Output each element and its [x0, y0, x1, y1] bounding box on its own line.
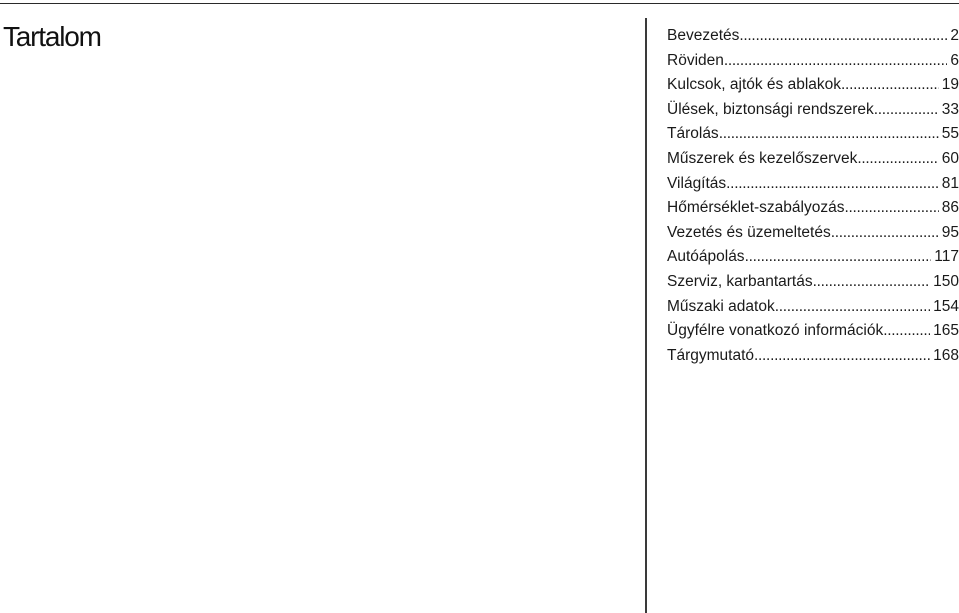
toc-entry-targymutato[interactable]: [667, 344, 959, 369]
toc-entry-page: 33: [941, 100, 959, 118]
toc-entry-page: 6: [950, 51, 959, 69]
toc-entry-title: Műszerek és kezelőszervek: [667, 149, 858, 167]
toc-entry-title: Ülések, biztonsági rendszerek: [667, 100, 874, 118]
toc-entry-title: Műszaki adatok: [667, 297, 775, 315]
toc-entry-szerviz-karbantartas[interactable]: [667, 270, 959, 295]
table-of-contents: [667, 24, 959, 368]
toc-entry-title: Tárolás: [667, 125, 719, 143]
toc-entry-page: 117: [934, 248, 959, 266]
dot-leader: [874, 98, 939, 123]
toc-entry-ulesek-biztonsagi-rendszerek[interactable]: [667, 98, 959, 123]
toc-entry-title: Szerviz, karbantartás: [667, 272, 813, 290]
toc-entry-vezetes-uzemeltetes[interactable]: [667, 221, 959, 246]
dot-leader: [844, 196, 938, 221]
toc-entry-page: 81: [941, 174, 959, 192]
dot-leader: [739, 24, 947, 49]
toc-entry-title: Ügyfélre vonatkozó információk: [667, 322, 884, 340]
toc-entry-homerseklet-szabalyozas[interactable]: [667, 196, 959, 221]
dot-leader: [745, 245, 932, 270]
dot-leader: [813, 270, 931, 295]
toc-entry-title: Autóápolás: [667, 248, 745, 266]
toc-entry-ugyfelre-vonatkozo-informaciok[interactable]: [667, 319, 959, 344]
toc-entry-vilagitas[interactable]: [667, 172, 959, 197]
toc-entry-roviden[interactable]: [667, 49, 959, 74]
page-title: Tartalom: [3, 21, 101, 52]
toc-entry-title: Hőmérséklet-szabályozás: [667, 199, 845, 217]
dot-leader: [754, 344, 930, 369]
toc-entry-title: Tárgymutató: [667, 346, 755, 364]
toc-entry-autoapolas[interactable]: [667, 245, 959, 270]
toc-entry-page: 2: [950, 27, 959, 44]
top-rule: [0, 3, 959, 4]
toc-entry-muszaki-adatok[interactable]: [667, 295, 959, 320]
toc-entry-page: 55: [941, 125, 959, 143]
toc-entry-page: 19: [941, 76, 959, 94]
dot-leader: [883, 319, 930, 344]
toc-entry-tarolas[interactable]: [667, 122, 959, 147]
toc-entry-kulcsok-ajtok-ablakok[interactable]: [667, 73, 959, 98]
dot-leader: [775, 295, 930, 320]
toc-entry-page: 154: [933, 297, 959, 315]
dot-leader: [841, 73, 939, 98]
toc-entry-page: 60: [941, 149, 959, 167]
toc-entry-title: Röviden: [667, 51, 724, 69]
toc-entry-page: 86: [941, 199, 959, 217]
toc-entry-page: 95: [941, 223, 959, 241]
dot-leader: [719, 122, 939, 147]
toc-entry-page: 168: [933, 346, 959, 364]
dot-leader: [726, 172, 939, 197]
column-divider: [645, 18, 647, 613]
toc-entry-title: Világítás: [667, 174, 727, 192]
toc-entry-page: 150: [933, 272, 959, 290]
toc-entry-muszerek-kezeloszervek[interactable]: [667, 147, 959, 172]
toc-entry-title: Kulcsok, ajtók és ablakok: [667, 76, 842, 94]
dot-leader: [831, 221, 939, 246]
dot-leader: [724, 49, 948, 74]
toc-entry-page: 165: [933, 322, 959, 340]
toc-entry-title: Vezetés és üzemeltetés: [667, 223, 831, 241]
toc-entry-title: Bevezetés: [667, 27, 740, 44]
toc-entry-bevezetes[interactable]: [667, 24, 959, 49]
dot-leader: [857, 147, 938, 172]
